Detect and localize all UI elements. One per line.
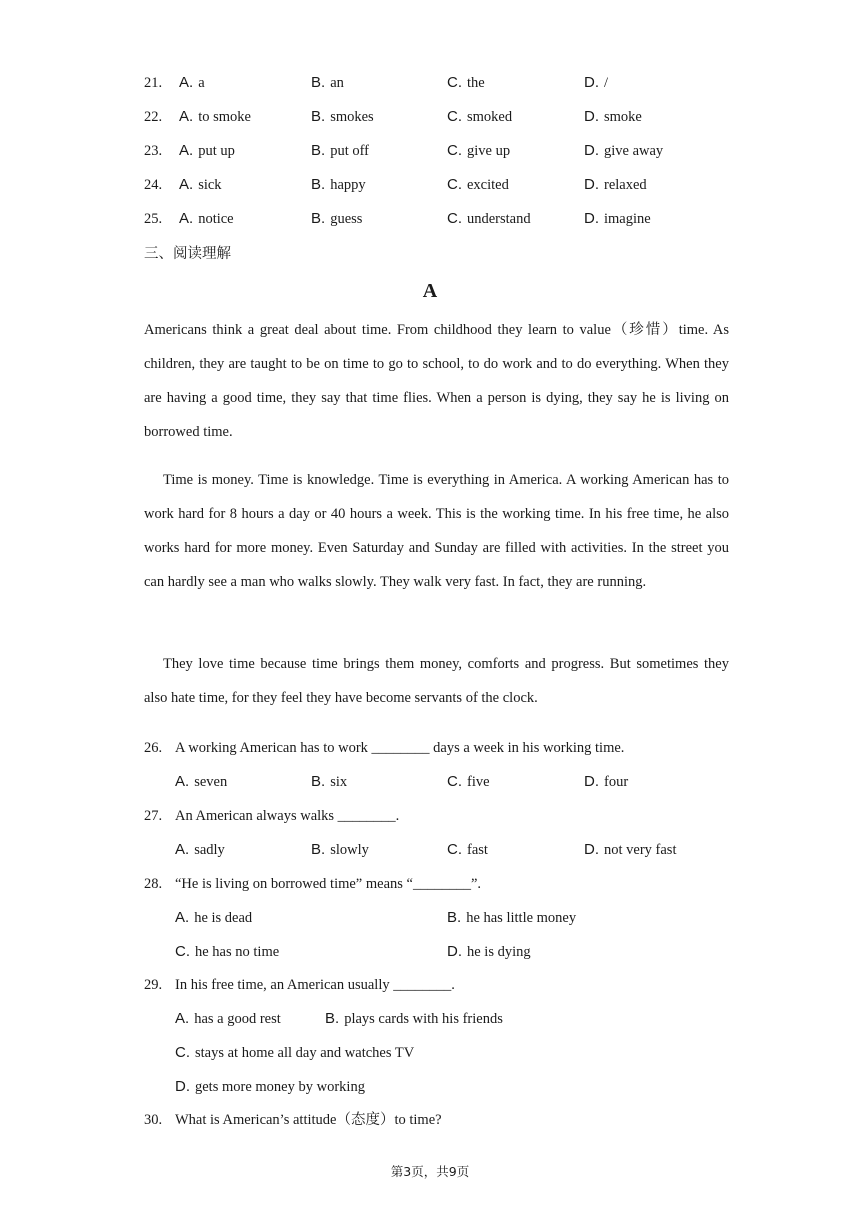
option-b: B. slowly	[311, 841, 369, 858]
question-number: 22.	[144, 109, 163, 125]
option-b: B. six	[311, 773, 348, 790]
question-number: 21.	[144, 75, 163, 91]
option-a: A. sadly	[175, 841, 225, 858]
option-d: D. he is dying	[447, 943, 531, 960]
section-title: 三、阅读理解	[144, 246, 231, 262]
option-d: D. give away	[584, 142, 664, 159]
question-25	[144, 209, 744, 229]
question-22	[144, 107, 744, 127]
question-27	[144, 806, 744, 826]
option-a: A. has a good rest	[175, 1010, 281, 1027]
option-c: C. understand	[447, 210, 531, 227]
option-d: D. not very fast	[584, 841, 677, 858]
option-b: B. an	[311, 74, 344, 91]
option-b: B. put off	[311, 142, 369, 159]
question-21	[144, 73, 744, 93]
option-c: C. the	[447, 74, 485, 91]
option-c: C. fast	[447, 841, 488, 858]
question-23	[144, 141, 744, 161]
option-c: C. five	[447, 773, 490, 790]
passage-paragraph-3: They love time because time brings them money, comforts and progress. But sometimes they also hate time, for they feel they have become servants of the clock.	[144, 656, 729, 706]
option-d: D. smoke	[584, 108, 642, 125]
question-number: 23.	[144, 143, 163, 159]
option-a: A. he is dead	[175, 909, 253, 926]
option-a: A. a	[179, 74, 205, 91]
passage-title: A	[422, 280, 438, 302]
question-26	[144, 738, 744, 758]
question-number: 25.	[144, 211, 163, 227]
question-stem: What is American’s attitude（态度）to time?	[175, 1112, 442, 1128]
option-d: D. gets more money by working	[175, 1078, 365, 1095]
question-number: 28.	[144, 876, 163, 892]
question-29-options-row1	[144, 1009, 744, 1029]
passage-paragraph-1: Americans think a great deal about time. From childhood they learn to value（珍惜）time. As children, they are taught to be on time to go to school, to do work and to do everything. When they are having a good time, they say that time flies. When a person is dying, they say he is living on borrowed time.	[144, 322, 729, 440]
question-29-options-row3	[144, 1077, 744, 1097]
question-27-options	[144, 840, 744, 860]
question-stem: A working American has to work ________ days a week in his working time.	[175, 740, 625, 756]
option-d: D. relaxed	[584, 176, 647, 193]
option-c: C. smoked	[447, 108, 513, 125]
option-b: B. plays cards with his friends	[325, 1010, 503, 1027]
question-number: 24.	[144, 177, 163, 193]
question-30	[144, 1110, 744, 1130]
question-29	[144, 975, 744, 995]
option-d: D. four	[584, 773, 629, 790]
question-number: 30.	[144, 1112, 163, 1128]
option-c: C. give up	[447, 142, 511, 159]
option-c: C. he has no time	[175, 943, 280, 960]
question-number: 26.	[144, 740, 163, 756]
option-b: B. he has little money	[447, 909, 577, 926]
page-footer: 第3页，共9页	[390, 1164, 470, 1179]
question-28-options-row1	[144, 908, 744, 928]
option-a: A. put up	[179, 142, 235, 159]
question-stem: “He is living on borrowed time” means “________”.	[175, 876, 482, 892]
option-c: C. excited	[447, 176, 509, 193]
option-b: B. happy	[311, 176, 366, 193]
option-a: A. notice	[179, 210, 234, 227]
option-c: C. stays at home all day and watches TV	[175, 1044, 415, 1061]
question-stem: In his free time, an American usually ________.	[175, 977, 455, 993]
option-d: D. /	[584, 74, 609, 91]
question-stem: An American always walks ________.	[175, 808, 400, 824]
option-b: B. smokes	[311, 108, 374, 125]
question-29-options-row2	[144, 1043, 744, 1063]
question-26-options	[144, 772, 744, 792]
question-24	[144, 175, 744, 195]
option-a: A. sick	[179, 176, 222, 193]
option-b: B. guess	[311, 210, 363, 227]
question-number: 29.	[144, 977, 163, 993]
question-number: 27.	[144, 808, 163, 824]
option-d: D. imagine	[584, 210, 651, 227]
option-a: A. to smoke	[179, 108, 251, 125]
option-a: A. seven	[175, 773, 228, 790]
question-28	[144, 874, 744, 894]
question-28-options-row2	[144, 942, 744, 962]
passage-paragraph-2: Time is money. Time is knowledge. Time is everything in America. A working American has to work hard for 8 hours a day or 40 hours a week. This is the working time. In his free time, he also works hard for more money. Even Saturday and Sunday are filled with activities. In the street you can hardly see a man who walks slowly. They walk very fast. In fact, they are running.	[144, 472, 729, 590]
